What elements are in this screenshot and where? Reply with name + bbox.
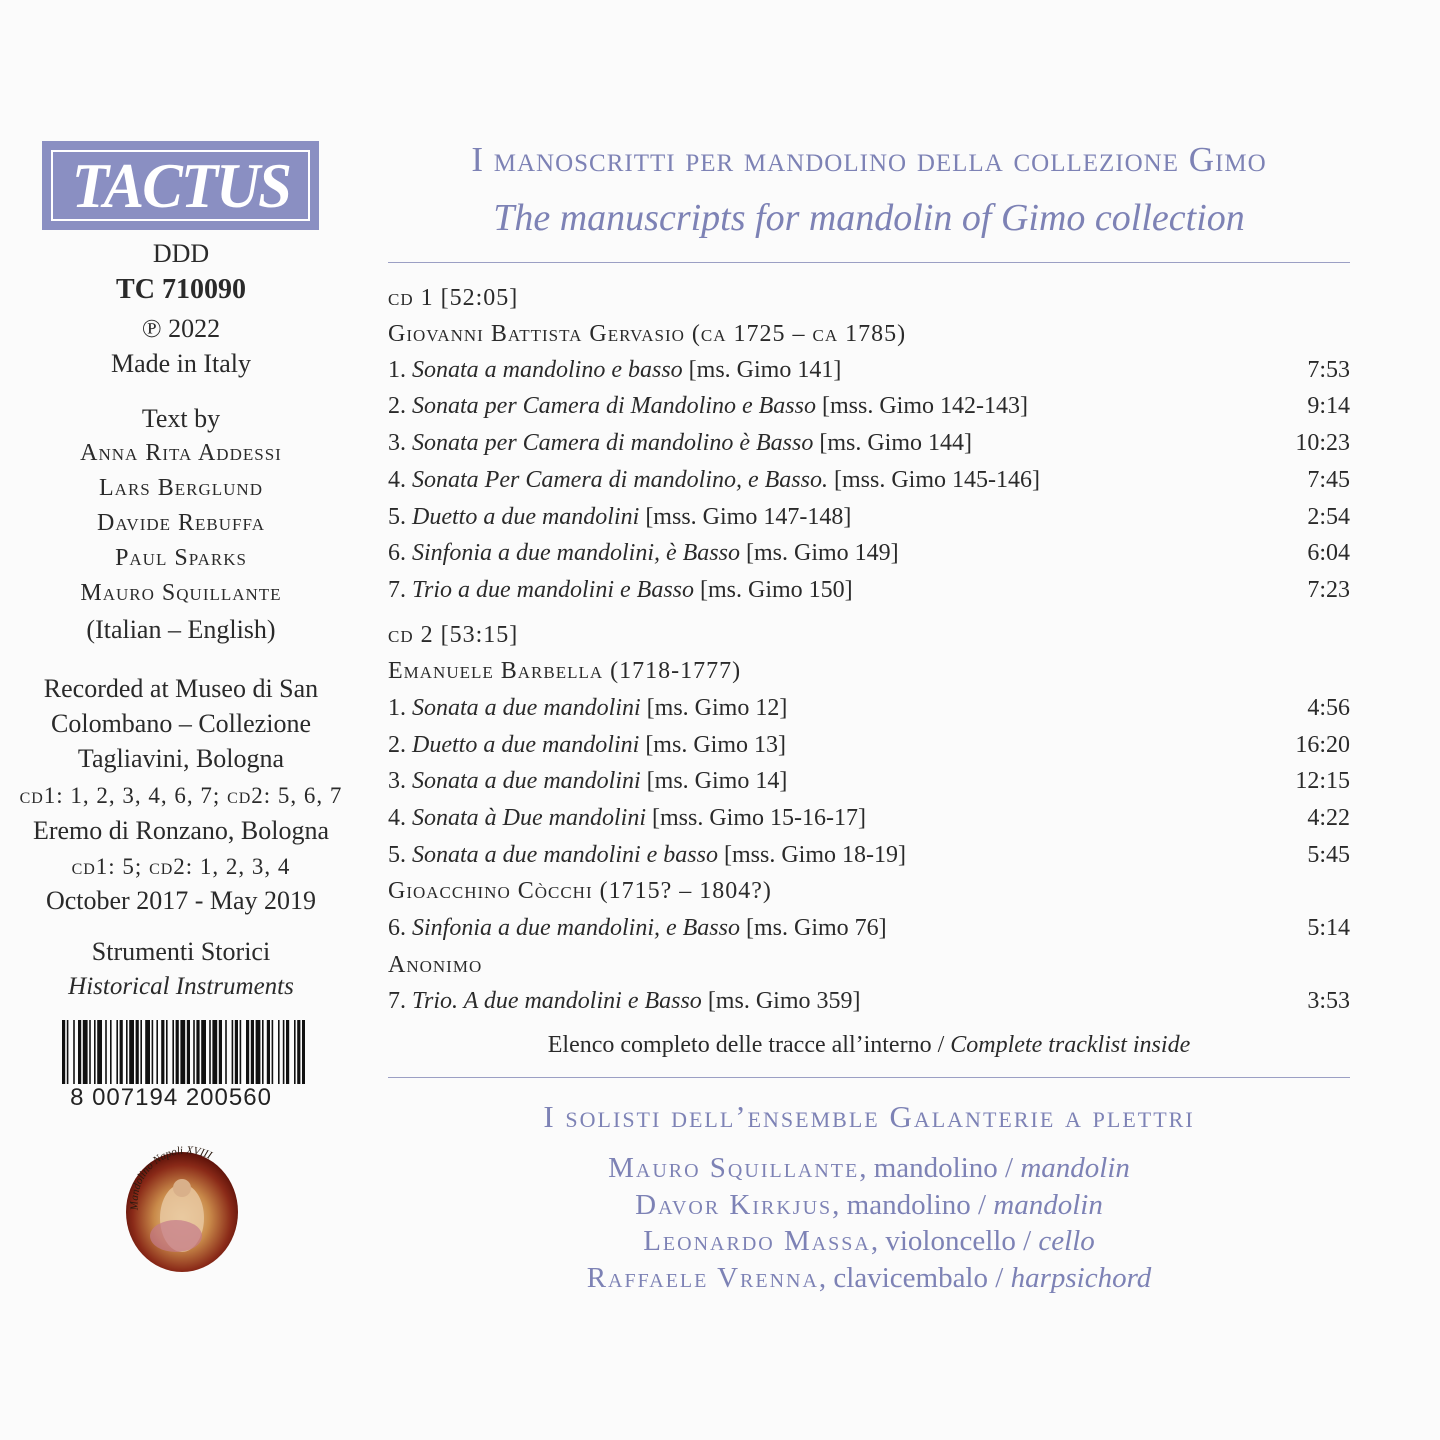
tactus-logo <box>42 141 319 230</box>
track-title: Sinfonia a due mandolini, è Basso <box>412 540 740 566</box>
seal-text: Mandolino Napoli XVIII <box>128 1144 214 1211</box>
author-name: Anna Rita Addessi <box>80 440 282 466</box>
barcode-bar <box>193 1020 195 1084</box>
origin-label: Made in Italy <box>110 349 252 378</box>
track-duration: 4:56 <box>1307 695 1350 721</box>
author-name: Paul Sparks <box>115 545 247 571</box>
track-duration: 10:23 <box>1295 430 1350 456</box>
barcode-bar <box>235 1020 238 1084</box>
track-title: Sonata a due mandolini <box>412 768 641 794</box>
barcode-bar <box>232 1020 234 1084</box>
track-row <box>388 431 1350 455</box>
cd1-header: cd 1 [52:05] <box>388 285 519 311</box>
barcode-bar <box>89 1020 91 1084</box>
barcode-bar <box>278 1020 280 1084</box>
title-italian: I manoscritti per mandolino della collezione Gimo <box>471 140 1267 179</box>
role-separator: / <box>970 1189 994 1221</box>
track-row <box>388 806 1350 830</box>
track-row <box>388 916 1350 940</box>
track-number: 7. <box>388 577 406 603</box>
barcode-bar <box>180 1020 185 1084</box>
track-title: Duetto a due mandolini <box>412 504 640 530</box>
track-title: Sonata a mandolino e basso <box>412 357 683 383</box>
track-row <box>388 541 1350 565</box>
performer-role-english: mandolin <box>993 1189 1103 1221</box>
author-name: Davide Rebuffa <box>97 510 265 536</box>
barcode-bar <box>126 1020 128 1084</box>
track-row <box>388 696 1350 720</box>
title-english: The manuscripts for mandolin of Gimo collection <box>493 197 1245 239</box>
barcode-bar <box>166 1020 168 1084</box>
barcode-bar <box>172 1020 174 1084</box>
barcode-bar <box>286 1020 289 1084</box>
barcode-bar <box>294 1020 296 1084</box>
performer <box>388 1262 1350 1295</box>
ensemble-name: I solisti dell’ensemble Galanterie a plettri <box>543 1099 1195 1134</box>
track-row <box>388 578 1350 602</box>
performer-role-italian: , mandolino <box>832 1189 971 1221</box>
track-manuscript: [mss. Gimo 147-148] <box>645 504 852 530</box>
track-title: Sonata a due mandolini e basso <box>412 842 718 868</box>
track-duration: 7:53 <box>1307 357 1350 383</box>
track-duration: 2:54 <box>1307 504 1350 530</box>
recording-line: Tagliavini, Bologna <box>77 744 285 773</box>
barcode-bar <box>251 1020 254 1084</box>
recording-line: Recorded at Museo di San <box>43 674 319 703</box>
performer-name: Raffaele Vrenna <box>586 1262 819 1294</box>
barcode-bar <box>129 1020 134 1084</box>
barcode-bar <box>105 1020 107 1084</box>
role-separator: / <box>988 1262 1011 1294</box>
barcode-bar <box>272 1020 274 1084</box>
track-number: 6. <box>388 915 406 941</box>
track-duration: 5:14 <box>1307 915 1350 941</box>
track-row <box>388 989 1350 1013</box>
track-manuscript: [mss. Gimo 145-146] <box>833 467 1040 493</box>
track-duration: 5:45 <box>1307 842 1350 868</box>
cd2-composer: Anonimo <box>388 952 483 978</box>
barcode-bar <box>196 1020 199 1084</box>
languages-label: (Italian – English) <box>86 615 276 644</box>
track-manuscript: [mss. Gimo 142-143] <box>821 393 1028 419</box>
barcode-bar <box>140 1020 142 1084</box>
instruments-english: Historical Instruments <box>68 973 294 1000</box>
logo-text: TACTUS <box>71 149 290 221</box>
performer <box>388 1189 1350 1222</box>
track-manuscript: [ms. Gimo 359] <box>707 988 861 1014</box>
note-separator: / <box>931 1032 951 1058</box>
barcode-bar <box>156 1020 158 1084</box>
track-row <box>388 505 1350 529</box>
track-row <box>388 843 1350 867</box>
barcode-bar <box>187 1020 190 1084</box>
barcode-bar <box>246 1020 249 1084</box>
role-separator: / <box>1015 1225 1039 1257</box>
track-row <box>388 769 1350 793</box>
track-manuscript: [ms. Gimo 14] <box>646 768 788 794</box>
track-duration: 16:20 <box>1295 732 1350 758</box>
barcode-bar <box>256 1020 261 1084</box>
track-manuscript: [mss. Gimo 18-19] <box>724 842 906 868</box>
barcode-bar <box>219 1020 222 1084</box>
barcode-bar <box>283 1020 285 1084</box>
cd2-composer: Emanuele Barbella (1718-1777) <box>388 658 742 684</box>
track-number: 3. <box>388 430 406 456</box>
logo-frame <box>51 150 310 221</box>
track-duration: 7:23 <box>1307 577 1350 603</box>
track-manuscript: [ms. Gimo 144] <box>819 430 972 456</box>
track-manuscript: [ms. Gimo 149] <box>745 540 899 566</box>
performer-role-italian: , clavicembalo <box>818 1262 988 1294</box>
barcode-bar <box>161 1020 164 1084</box>
track-title: Sonata à Due mandolini <box>412 805 646 831</box>
role-separator: / <box>997 1152 1021 1184</box>
track-number: 1. <box>388 357 406 383</box>
track-title: Sonata a due mandolini <box>412 695 641 721</box>
track-manuscript: [mss. Gimo 15-16-17] <box>652 805 866 831</box>
barcode-bar <box>136 1020 139 1084</box>
barcode-bar <box>94 1020 96 1084</box>
track-duration: 4:22 <box>1307 805 1350 831</box>
barcode <box>62 1020 305 1084</box>
left-column <box>0 0 362 1440</box>
track-row <box>388 733 1350 757</box>
format-label: DDD <box>152 239 210 268</box>
track-duration: 12:15 <box>1295 768 1350 794</box>
barcode-bar <box>201 1020 206 1084</box>
barcode-bar <box>83 1020 88 1084</box>
catalog-number: TC 710090 <box>116 274 246 305</box>
barcode-digits: 8 007194 200560 <box>70 1084 272 1111</box>
track-duration: 7:45 <box>1307 467 1350 493</box>
track-number: 5. <box>388 842 406 868</box>
barcode-bar <box>62 1020 65 1084</box>
barcode-bar <box>225 1020 227 1084</box>
track-manuscript: [ms. Gimo 150] <box>700 577 853 603</box>
note-english: Complete tracklist inside <box>950 1032 1191 1058</box>
track-manuscript: [ms. Gimo 13] <box>645 732 786 758</box>
track-manuscript: [ms. Gimo 141] <box>688 357 842 383</box>
cd2-header: cd 2 [53:15] <box>388 622 519 648</box>
barcode-bar <box>73 1020 75 1084</box>
track-title: Trio a due mandolini e Basso <box>412 577 695 603</box>
barcode-bar <box>78 1020 81 1084</box>
track-title: Sonata per Camera di Mandolino e Basso <box>412 393 816 419</box>
barcode-bar <box>267 1020 270 1084</box>
instruments-italian: Strumenti Storici <box>91 937 271 966</box>
track-duration: 9:14 <box>1307 393 1350 419</box>
track-number: 7. <box>388 988 406 1014</box>
track-duration: 6:04 <box>1307 540 1350 566</box>
track-number: 5. <box>388 504 406 530</box>
performer <box>388 1152 1350 1185</box>
track-title: Duetto a due mandolini <box>412 732 640 758</box>
cd1-composer: Giovanni Battista Gervasio (ca 1725 – ca 1785) <box>388 321 907 347</box>
track-number: 6. <box>388 540 406 566</box>
performer-name: Davor Kirkjus <box>635 1189 833 1221</box>
author-name: Lars Berglund <box>99 475 263 501</box>
recording-line: Colombano – Collezione <box>51 709 311 738</box>
track-duration: 3:53 <box>1307 988 1350 1014</box>
barcode-bar <box>176 1020 179 1084</box>
recording-tracks: cd1: 1, 2, 3, 4, 6, 7; cd2: 5, 6, 7 <box>19 783 343 808</box>
barcode-bar <box>145 1020 150 1084</box>
performer-role-english: harpsichord <box>1010 1262 1152 1294</box>
performer-role-english: mandolin <box>1020 1152 1130 1184</box>
track-row <box>388 468 1350 492</box>
barcode-bar <box>209 1020 211 1084</box>
tracklist-note <box>388 1032 1350 1059</box>
performer-name: Mauro Squillante <box>608 1152 860 1184</box>
note-italian: Elenco completo delle tracce all’interno <box>547 1032 932 1058</box>
performer-role-english: cello <box>1038 1225 1095 1257</box>
track-number: 2. <box>388 393 406 419</box>
divider <box>388 262 1350 263</box>
performer-name: Leonardo Massa <box>643 1225 871 1257</box>
barcode-bar <box>152 1020 154 1084</box>
divider <box>388 1077 1350 1078</box>
track-manuscript: [ms. Gimo 76] <box>745 915 887 941</box>
recording-dates: October 2017 - May 2019 <box>45 886 317 915</box>
performer <box>388 1225 1350 1258</box>
track-number: 2. <box>388 732 406 758</box>
performer-role-italian: , mandolino <box>859 1152 998 1184</box>
track-number: 3. <box>388 768 406 794</box>
cd2-composer: Gioacchino Còcchi (1715? – 1804?) <box>388 878 772 904</box>
mandolino-napoli-seal <box>116 1136 252 1272</box>
barcode-bar <box>240 1020 242 1084</box>
barcode-bar <box>262 1020 264 1084</box>
track-title: Sonata Per Camera di mandolino, e Basso. <box>412 467 828 493</box>
track-row <box>388 394 1350 418</box>
track-number: 4. <box>388 467 406 493</box>
barcode-bar <box>116 1020 118 1084</box>
track-row <box>388 358 1350 382</box>
barcode-bar <box>110 1020 112 1084</box>
text-by-label: Text by <box>141 404 221 433</box>
author-name: Mauro Squillante <box>80 580 282 606</box>
phonogram-year: ℗ 2022 <box>141 314 221 343</box>
barcode-bar <box>67 1020 69 1084</box>
track-manuscript: [ms. Gimo 12] <box>646 695 788 721</box>
track-number: 4. <box>388 805 406 831</box>
barcode-bar <box>120 1020 123 1084</box>
barcode-bar <box>97 1020 102 1084</box>
recording-tracks: cd1: 5; cd2: 1, 2, 3, 4 <box>71 854 291 879</box>
barcode-bar <box>302 1020 305 1084</box>
recording-line: Eremo di Ronzano, Bologna <box>32 816 330 845</box>
barcode-bar <box>212 1020 217 1084</box>
track-title: Sonata per Camera di mandolino è Basso <box>412 430 814 456</box>
track-title: Trio. A due mandolini e Basso <box>412 988 702 1014</box>
performer-role-italian: , violoncello <box>870 1225 1016 1257</box>
barcode-bar <box>297 1020 300 1084</box>
track-title: Sinfonia a due mandolini, e Basso <box>412 915 740 941</box>
track-number: 1. <box>388 695 406 721</box>
